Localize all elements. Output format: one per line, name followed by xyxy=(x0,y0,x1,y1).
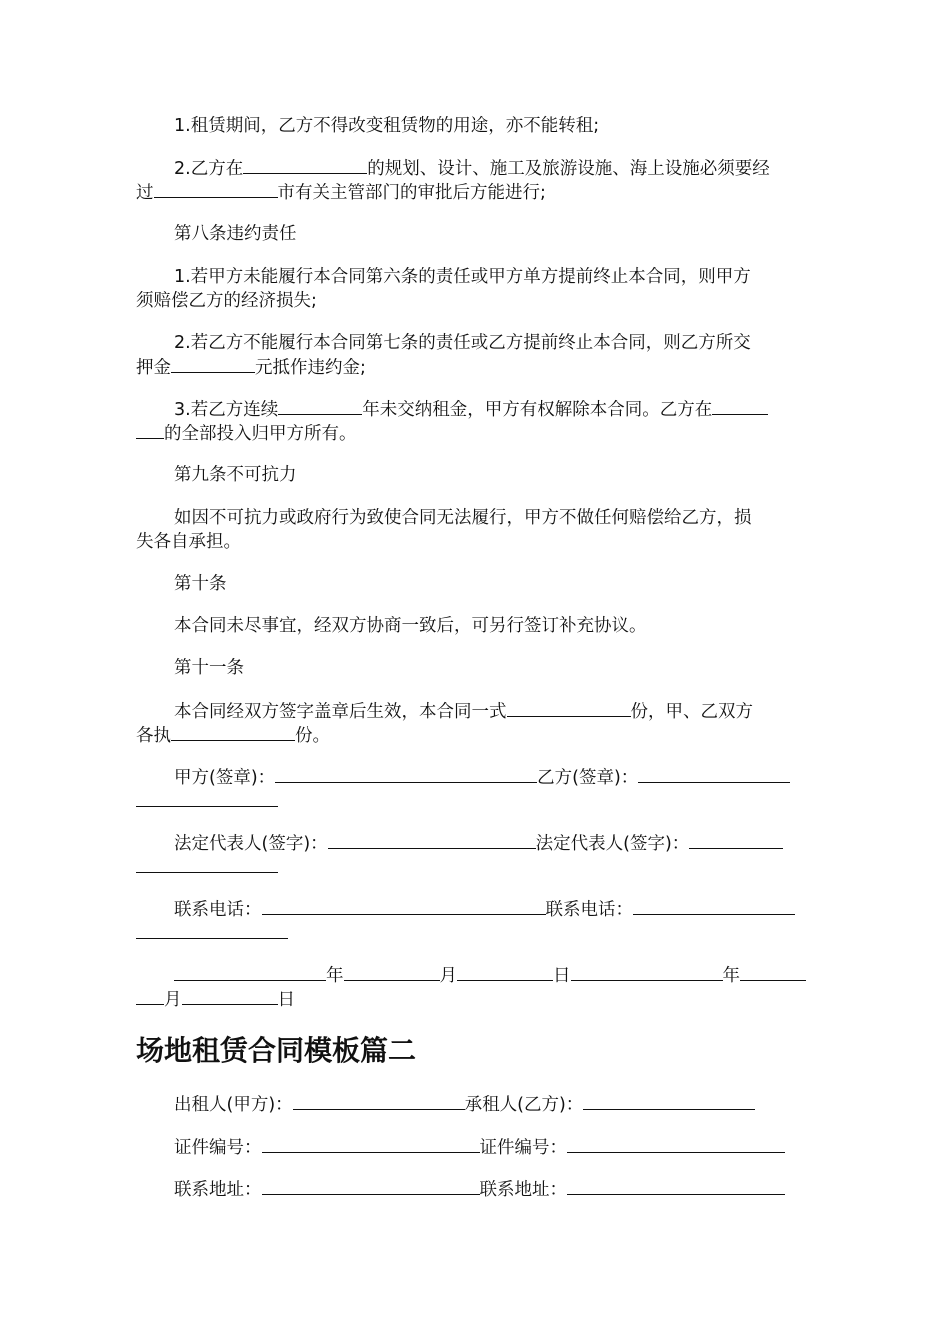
blank-field xyxy=(136,988,164,1005)
address-row: 联系地址： 联系地址： xyxy=(174,1178,785,1201)
article-11-heading: 第十一条 xyxy=(174,658,244,678)
clause-11-line2: 各执 份。 xyxy=(136,726,330,746)
article-10-heading: 第十条 xyxy=(174,574,227,594)
date-row-cont: 月 日 xyxy=(136,988,295,1011)
blank-field xyxy=(457,964,553,981)
blank-field xyxy=(583,1093,755,1110)
blank-field xyxy=(136,790,278,807)
blank-field xyxy=(567,1136,785,1153)
party-row: 出租人(甲方)： 承租人(乙方)： xyxy=(174,1093,755,1116)
clause-8-2-line1: 2.若乙方不能履行本合同第七条的责任或乙方提前终止本合同，则乙方所交 xyxy=(174,333,751,353)
clause-8-3-line1: 3.若乙方连续 年未交纳租金，甲方有权解除本合同。乙方在 xyxy=(174,398,768,421)
article-9-heading: 第九条不可抗力 xyxy=(174,465,297,485)
clause-8-3-line2: 的全部投入归甲方所有。 xyxy=(136,422,357,445)
signature-party-row: 甲方(签章)： 乙方(签章)： xyxy=(174,766,790,789)
clause-8-2-line2: 押金 元抵作违约金; xyxy=(136,358,366,378)
blank-field xyxy=(171,724,295,741)
date-row: 年 月 日 年 xyxy=(174,964,806,987)
signature-party-row-cont xyxy=(136,790,278,813)
blank-field xyxy=(638,766,790,783)
signature-rep-row: 法定代表人(签字)： 法定代表人(签字)： xyxy=(174,832,783,855)
blank-field xyxy=(712,398,768,415)
blank-field xyxy=(293,1093,465,1110)
blank-field xyxy=(689,832,783,849)
blank-field xyxy=(571,964,723,981)
clause-9-line2: 失各自承担。 xyxy=(136,532,241,552)
blank-field xyxy=(171,356,255,373)
clause-10: 本合同未尽事宜，经双方协商一致后，可另行签订补充协议。 xyxy=(174,616,647,636)
blank-field xyxy=(262,1136,480,1153)
blank-field xyxy=(182,988,278,1005)
contact-phone-row-cont xyxy=(136,922,288,945)
blank-field xyxy=(633,898,795,915)
article-8-heading: 第八条违约责任 xyxy=(174,224,297,244)
blank-field xyxy=(262,1178,480,1195)
blank-field xyxy=(507,700,631,717)
clause-7-2-line1: 2.乙方在 的规划、设计、施工及旅游设施、海上设施必须要经 xyxy=(174,159,770,179)
blank-field xyxy=(275,766,537,783)
blank-field xyxy=(344,964,440,981)
contact-phone-row: 联系电话： 联系电话： xyxy=(174,898,795,921)
clause-8-1-line1: 1.若甲方未能履行本合同第六条的责任或甲方单方提前终止本合同，则甲方 xyxy=(174,267,751,287)
clause-7-2-line2: 过 市有关主管部门的审批后方能进行; xyxy=(136,183,546,203)
blank-field xyxy=(243,157,367,174)
section-title: 场地租赁合同模板篇二 xyxy=(136,1034,417,1067)
clause-9-line1: 如因不可抗力或政府行为致使合同无法履行，甲方不做任何赔偿给乙方，损 xyxy=(174,508,752,528)
id-row: 证件编号： 证件编号： xyxy=(174,1136,785,1159)
clause-11-line1: 本合同经双方签字盖章后生效，本合同一式 份，甲、乙双方 xyxy=(174,702,753,722)
blank-field xyxy=(136,422,164,439)
blank-field xyxy=(136,856,278,873)
clause-7-1: 1.租赁期间，乙方不得改变租赁物的用途，亦不能转租; xyxy=(174,116,600,136)
blank-field xyxy=(262,898,546,915)
blank-field xyxy=(174,964,326,981)
blank-field xyxy=(278,398,362,415)
signature-rep-row-cont xyxy=(136,856,278,879)
clause-8-1-line2: 须赔偿乙方的经济损失; xyxy=(136,291,317,311)
blank-field xyxy=(136,922,288,939)
blank-field xyxy=(567,1178,785,1195)
blank-field xyxy=(328,832,536,849)
blank-field xyxy=(740,964,806,981)
blank-field xyxy=(154,181,278,198)
